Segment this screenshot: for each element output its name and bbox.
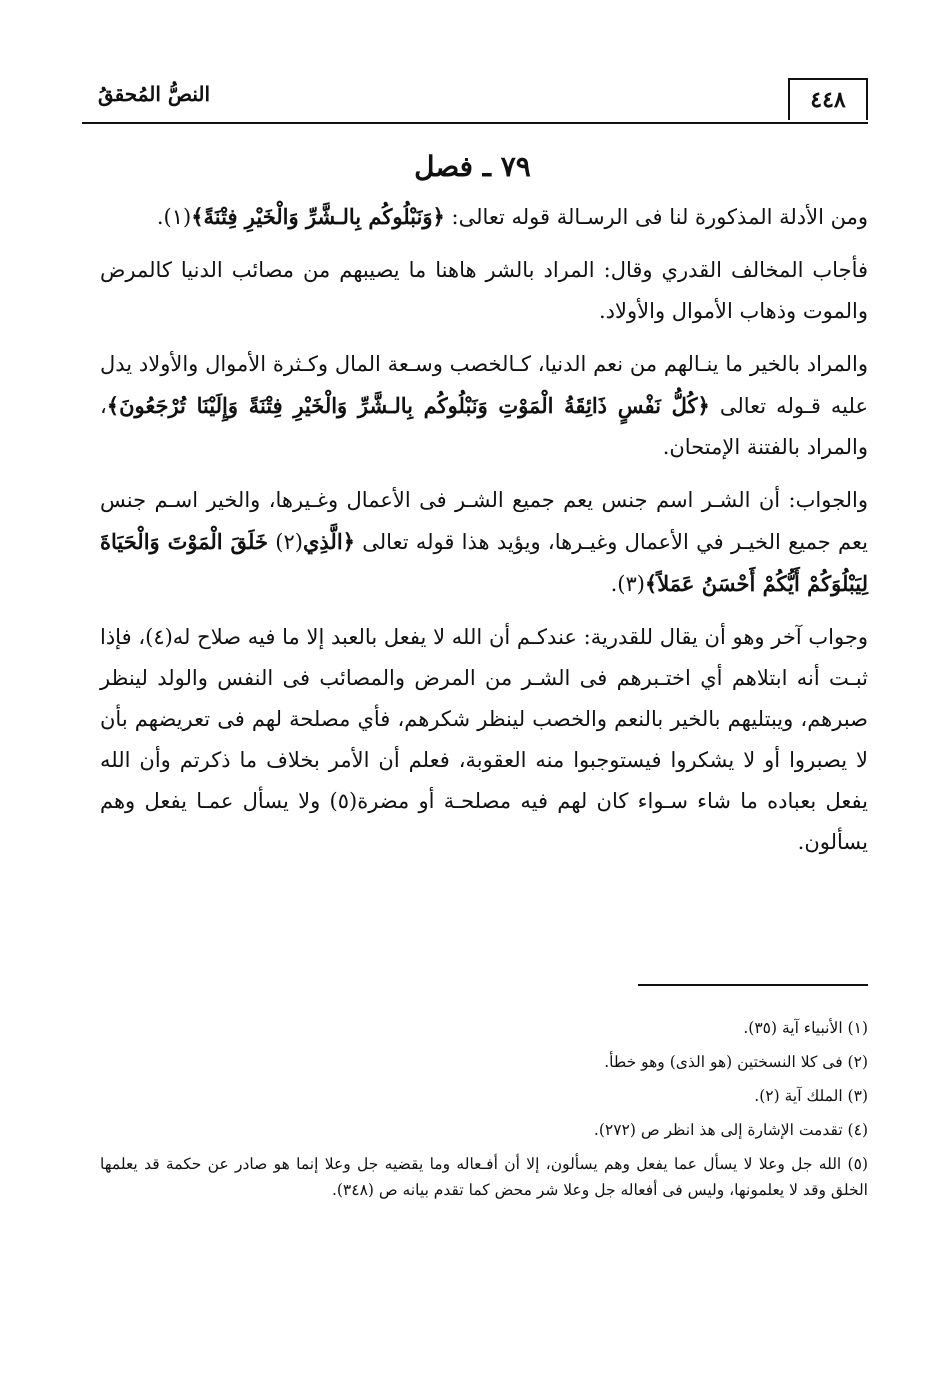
main-text <box>100 196 868 875</box>
quran-verse: خَلَقَ الْمَوْتَ وَالْحَيَاةَ لِيَبْلُوَكُمْ أَيُّكُمْ أَحْسَنُ عَمَلاً﴾ <box>100 529 868 596</box>
text-segment: (٣). <box>610 572 645 596</box>
header-rule <box>82 122 868 124</box>
footnote: (٣) الملك آية (٢). <box>754 1087 868 1105</box>
text-segment: والجواب: أن الشـر اسم جنس يعم جميع الشـر فى الأعمال وغـيرها، والخير اسـم جنس يعم جميع الخيـر في الأعمال وغيـرها، ويؤيد هذا قوله تعالى <box>100 488 868 554</box>
footnotes <box>100 1015 868 1211</box>
footnote: (١) الأنبياء آية (٣٥). <box>743 1019 868 1037</box>
text-segment: ومن الأدلة المذكورة لنا فى الرسـالة قوله تعالى: <box>444 205 868 229</box>
quran-verse: ﴿وَنَبْلُوكُم بِالـشَّرِّ وَالْخَيْرِ فِتْنَةً﴾ <box>191 204 445 229</box>
paragraph <box>100 344 868 468</box>
text-segment: ، والمراد بالفتنة الإمتحان. <box>100 394 868 459</box>
paragraph <box>100 250 868 332</box>
chapter-title: ٧٩ ـ فصل <box>414 150 531 183</box>
footnote-separator <box>638 984 868 986</box>
page-header <box>82 78 868 124</box>
footnote: (٢) فى كلا النسختين (هو الذى) وهو خطأ. <box>604 1053 868 1071</box>
quran-verse: ﴿كُلُّ نَفْسٍ ذَائِقَةُ الْمَوْتِ وَنَبْلُوكُم بِالـشَّرِّ وَالْخَيْرِ فِتْنَةً وَإِلَيْنَا تُرْجَعُونَ﴾ <box>106 393 710 418</box>
footnote-ref: (٢) <box>267 530 303 554</box>
paragraph <box>100 480 868 605</box>
footnote: (٥) الله جل وعلا لا يسأل عما يفعل وهم يسألون، إلا أن أفـعاله وما يقضيه جل وعلا إنما هو صادر عن حكمة قد يعلمها الخلق وقد لا يعلمونها، وليس فى أفعاله جل وعلا شر محض كما تقدم بيانه ص (٣٤٨). <box>100 1155 868 1199</box>
paragraph <box>100 617 868 863</box>
text-segment: (١). <box>156 205 192 229</box>
page-number: ٤٤٨ <box>788 78 868 120</box>
paragraph <box>100 196 868 238</box>
footnote: (٤) تقدمت الإشارة إلى هذ انظر ص (٢٧٢). <box>593 1121 868 1139</box>
running-title: النصُّ المُحققُ <box>98 82 211 106</box>
text-segment: فأجاب المخالف القدري وقال: المراد بالشر هاهنا ما يصيبهم من مصائب الدنيا كالمرض والموت وذهاب الأموال والأولاد. <box>100 258 868 323</box>
text-segment: وجواب آخر وهو أن يقال للقدرية: عندكـم أن الله لا يفعل بالعبد إلا ما فيه صلاح له(٤)، فإذا ثبـت أنه ابتلاهم أي اختـبرهم فى الشـر من المرض والمصائب فى النفس والولد لينظر صبرهم، ويبتليهم بالخير بالنعم والخصب لينظر شكرهم، فأي مصلحة لهم فى تعريضهم بأن لا يصبروا أو لا يشكروا فيستوجبوا منه العقوبة، فعلم أن الأمر بخلاف ما ذكرتم وأن الله يفعل بعباده ما شاء سـواء كان لهم فيه مصلحـة أو مضرة(٥) ولا يسأل عمـا يفعل وهم يسألون. <box>100 625 868 854</box>
quran-verse: ﴿الَّذِي <box>302 529 355 554</box>
text-segment: والمراد بالخير ما ينـالهم من نعم الدنيا، كـالخصب وسـعة المال وكـثرة الأموال والأولاد يدل عليه قـوله تعالى <box>100 352 869 418</box>
